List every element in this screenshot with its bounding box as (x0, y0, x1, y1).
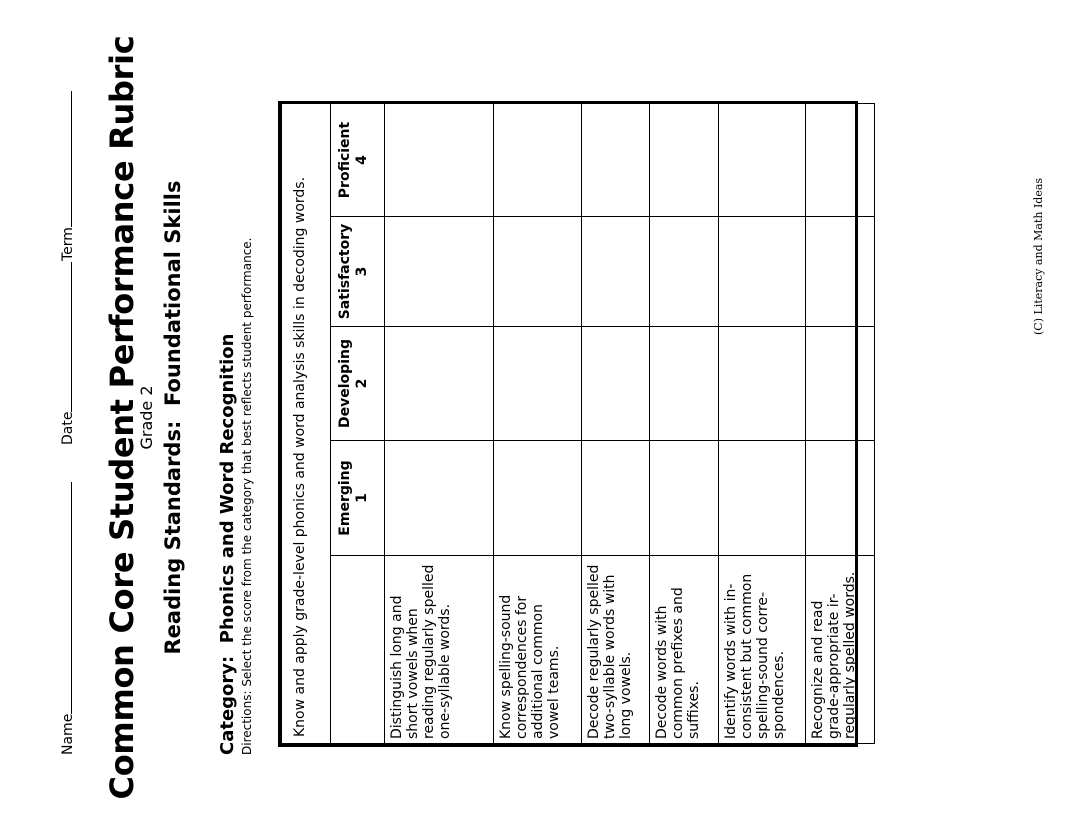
skill-cell: Decode regularly spelled two-syllable words with long vowels. (582, 556, 650, 744)
header-fields (56, 55, 76, 755)
score-cell[interactable] (494, 103, 582, 216)
score-cell[interactable] (494, 441, 582, 556)
name-blank[interactable] (56, 482, 72, 714)
score-cell[interactable] (806, 103, 875, 216)
score-cell[interactable] (385, 217, 494, 327)
level-header-emerging (331, 441, 385, 556)
level-score: 3 (354, 266, 370, 277)
score-cell[interactable] (582, 217, 650, 327)
level-score: 2 (354, 378, 370, 389)
table-row (582, 103, 650, 743)
table-row (650, 103, 719, 743)
corner-cell (331, 556, 385, 744)
score-cell[interactable] (494, 327, 582, 441)
skill-cell: Distinguish long and short vowels when reading regularly spelled one-syllable words. (385, 556, 494, 744)
level-score: 4 (354, 155, 370, 165)
term-blank[interactable] (56, 91, 72, 227)
skill-cell: Decode words with common prefixes and suffixes. (650, 556, 719, 744)
table-row (494, 103, 582, 743)
name-label: Name (60, 713, 76, 755)
score-cell[interactable] (650, 441, 719, 556)
level-score: 1 (354, 493, 370, 503)
score-cell[interactable] (719, 217, 806, 327)
page-title: Common Core Student Performance Rubric (103, 35, 141, 800)
level-header-proficient (331, 103, 385, 216)
rubric-table (278, 101, 858, 747)
score-cell[interactable] (582, 103, 650, 216)
level-name: Satisfactory (337, 223, 353, 320)
date-field[interactable] (56, 262, 78, 445)
name-field[interactable] (56, 482, 78, 755)
category-heading: Category: Phonics and Word Recognition (217, 333, 238, 755)
date-blank[interactable] (56, 262, 72, 412)
table-row (806, 103, 875, 743)
level-header-developing (331, 327, 385, 441)
table-row (385, 103, 494, 743)
level-name: Emerging (337, 460, 353, 536)
score-cell[interactable] (719, 441, 806, 556)
standards-heading: Reading Standards: Foundational Skills (161, 180, 185, 655)
score-cell[interactable] (650, 103, 719, 216)
score-cell[interactable] (806, 327, 875, 441)
term-field[interactable] (56, 91, 78, 261)
directions-text: Directions: Select the score from the category that best reflects student performance. (240, 237, 254, 755)
level-header-satisfactory (331, 217, 385, 327)
score-cell[interactable] (385, 103, 494, 216)
skill-cell: Know spelling-sound correspondences for additional common vowel teams. (494, 556, 582, 744)
score-cell[interactable] (650, 217, 719, 327)
score-cell[interactable] (494, 217, 582, 327)
copyright-notice: (C) Literacy and Math Ideas (1032, 177, 1045, 335)
score-cell[interactable] (582, 327, 650, 441)
term-label: Term (60, 227, 76, 261)
score-cell[interactable] (719, 103, 806, 216)
score-cell[interactable] (385, 327, 494, 441)
skill-cell: Identify words with in-consistent but common spelling-sound corre-spondences. (719, 556, 806, 744)
score-cell[interactable] (806, 217, 875, 327)
level-name: Developing (337, 339, 353, 428)
score-cell[interactable] (650, 327, 719, 441)
score-cell[interactable] (582, 441, 650, 556)
score-cell[interactable] (806, 441, 875, 556)
score-cell[interactable] (719, 327, 806, 441)
grade-label: Grade 2 (137, 385, 156, 450)
date-label: Date (60, 411, 76, 445)
goal-cell: Know and apply grade-level phonics and word analysis skills in decoding words. (282, 103, 331, 743)
skill-cell: Recognize and read grade-appropriate ir-regularly spelled words. (806, 556, 875, 744)
table-row (719, 103, 806, 743)
score-cell[interactable] (385, 441, 494, 556)
level-name: Proficient (337, 121, 353, 199)
